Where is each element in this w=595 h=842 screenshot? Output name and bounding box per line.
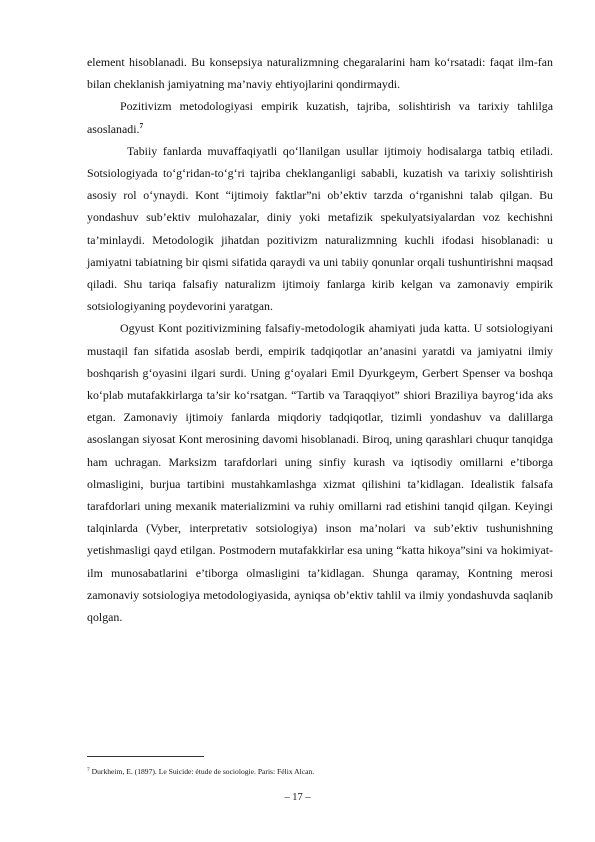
- paragraph-1: element hisoblanadi. Bu konsepsiya naturalizmning chegaralarini ham ko‘rsatadi: faqat ilm-fan bilan cheklanish jamiyatning ma’naviy ehtiyojlarini qondirmaydi.: [87, 55, 553, 92]
- footnote-text: Durkheim, E. (1897). Le Suicide: étude de sociologie. Paris: Félix Alcan.: [89, 767, 315, 776]
- page-number: – 17 –: [284, 792, 311, 803]
- footnote-reference: 7: [139, 120, 144, 130]
- footnote-number: 7: [87, 767, 90, 773]
- paragraph-3: Tabiiy fanlarda muvaffaqiyatli qo‘llanilgan usullar ijtimoiy hodisalarga tatbiq etiladi. Sotsiologiyada to‘g‘ridan-to‘g‘ri tajriba cheklanganligi sababli, kuzatish va tarixiy solishtirish asosiy rol o‘ynaydi. Kont “ijtimoiy faktlar”ni ob’ektiv tarzda o‘rganishni talab qilgan. Bu yondashuv sub’ektiv mulohazalar, diniy yoki metafizik spekulyatsiyalardan voz kechishni ta’minlaydi. Metodologik jihatdan pozitivizm naturalizmning kuchli ifodasi hisoblanadi: u jamiyatni tabiatning bir qismi sifatida qaraydi va uni tabiiy qonunlar orqali tushuntirishni maqsad qiladi. Shu tariqa falsafiy naturalizm ijtimoiy fanlarga kirib kelgan va zamonaviy empirik sotsiologiyaning poydevorini yaratgan.: [87, 143, 553, 314]
- paragraph-4: Ogyust Kont pozitivizmining falsafiy-metodologik ahamiyati juda katta. U sotsiologiyani mustaqil fan sifatida asoslab berdi, empirik tadqiqotlar an’anasini yaratdi va jamiyatni ilmiy boshqarish g‘oyasini ilgari surdi. Uning g‘oyalari Emil Dyurkgeym, Gerbert Spenser va boshqa ko‘plab mutafakkirlarga ta’sir ko‘rsatgan. “Tartib va Taraqqiyot” shiori Braziliya bayrog‘ida aks etgan. Zamonaviy ijtimoiy fanlarda miqdoriy tadqiqotlar, tizimli yondashuv va dalillarga asoslangan siyosat Kont merosining davomi hisoblanadi. Biroq, uning qarashlari chuqur tanqidga ham uchragan. Marksizm tarafdorlari uning sinfiy kurash va iqtisodiy omillarni e’tiborga olmasligini, burjua tartibini mustahkamlashga xizmat qilishini ta’kidlagan. Idealistik falsafa tarafdorlari uning mexanik materializmini va ruhiy omillarni rad etishini tanqid qilgan. Keyingi talqinlarda (Vyber, interpretativ sotsiologiya) inson ma’nolari va sub’ektiv tushunishning yetishmasligi qayd etilgan. Postmodern mutafakkirlar esa uning “katta hikoya”sini va hokimiyat-ilm munosabatlarini e’tiborga olmasligini ta’kidlagan. Shunga qaramay, Kontning merosi zamonaviy sotsiologiya metodologiyasida, ayniqsa ob’ektiv tahlil va ilmiy yondashuvda saqlanib qolgan.: [87, 321, 553, 625]
- paragraph-2: [87, 95, 553, 139]
- body-text: [87, 51, 553, 628]
- paragraph-2-text: Pozitivizm metodologiyasi empirik kuzatish, tajriba, solishtirish va tarixiy tahlilga asoslanadi.: [87, 99, 553, 136]
- footnote: [87, 767, 553, 777]
- footnote-separator: [87, 756, 204, 757]
